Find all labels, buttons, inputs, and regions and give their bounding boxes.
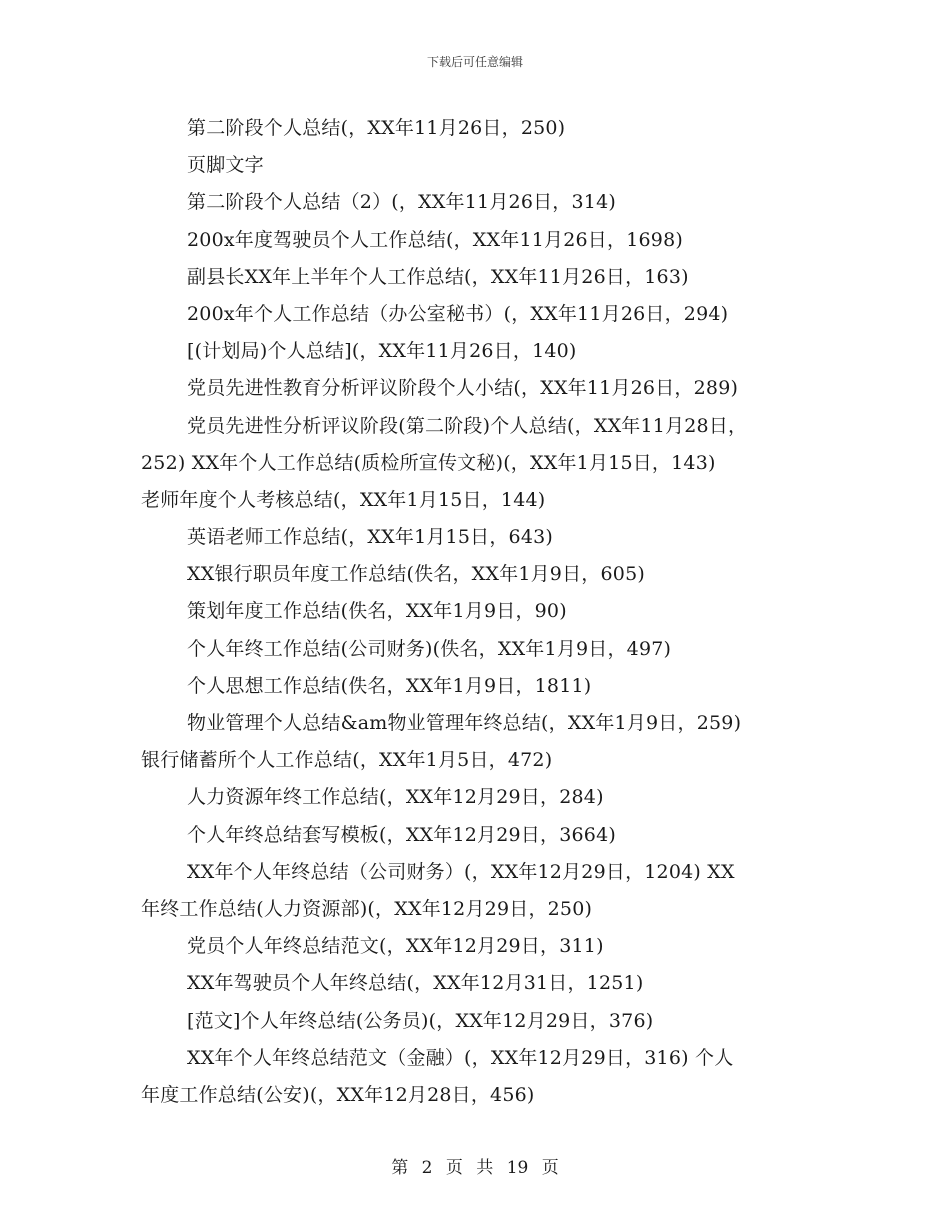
text-line: 页脚文字: [187, 154, 264, 177]
text-line: XX年驾驶员个人年终总结(，XX年12月31日，1251): [187, 972, 644, 995]
text-line: 党员个人年终总结范文(，XX年12月29日，311): [187, 935, 604, 958]
text-line: 英语老师工作总结(，XX年1月15日，643): [187, 526, 554, 549]
text-line: 年度工作总结(公安)(，XX年12月28日，456): [141, 1083, 535, 1106]
text-line: 党员先进性教育分析评议阶段个人小结(，XX年11月26日，289): [187, 377, 739, 400]
text-line: 个人年终总结套写模板(，XX年12月29日，3664): [187, 823, 616, 846]
text-line: XX年个人年终总结（公司财务）(，XX年12月29日，1204) XX: [187, 860, 735, 883]
text-line: 个人年终工作总结(公司财务)(佚名，XX年1月9日，497): [187, 637, 672, 660]
text-line: 252) XX年个人工作总结(质检所宣传文秘)(，XX年1月15日，143): [141, 451, 716, 474]
text-line: 个人思想工作总结(佚名，XX年1月9日，1811): [187, 674, 592, 697]
text-line: 年终工作总结(人力资源部)(，XX年12月29日，250): [141, 897, 593, 920]
text-line: 200x年个人工作总结（办公室秘书）(，XX年11月26日，294): [187, 302, 729, 325]
text-line: XX年个人年终总结范文（金融）(，XX年12月29日，316) 个人: [187, 1046, 734, 1069]
page-footer: 第 2 页 共 19 页: [391, 1158, 559, 1178]
text-line: 老师年度个人考核总结(，XX年1月15日，144): [141, 488, 546, 511]
text-line: 银行储蓄所个人工作总结(，XX年1月5日，472): [141, 749, 553, 772]
text-line: 策划年度工作总结(佚名，XX年1月9日，90): [187, 600, 567, 623]
text-line: 物业管理个人总结&am物业管理年终总结(，XX年1月9日，259): [187, 712, 742, 734]
text-line: XX银行职员年度工作总结(佚名，XX年1月9日，605): [187, 563, 645, 586]
text-line: [范文]个人年终总结(公务员)(，XX年12月29日，376): [187, 1009, 654, 1032]
text-line: 第二阶段个人总结（2）(，XX年11月26日，314): [187, 191, 616, 214]
text-line: 人力资源年终工作总结(，XX年12月29日，284): [187, 786, 604, 809]
page-header: 下载后可任意编辑: [426, 55, 523, 69]
text-line: 副县长XX年上半年个人工作总结(，XX年11月26日，163): [187, 265, 689, 288]
text-line: 第二阶段个人总结(，XX年11月26日，250): [187, 117, 566, 139]
text-line: [(计划局)个人总结](，XX年11月26日，140): [187, 340, 577, 363]
text-line: 200x年度驾驶员个人工作总结(，XX年11月26日，1698): [187, 228, 683, 251]
document-body: [141, 110, 831, 1114]
text-line: 党员先进性分析评议阶段(第二阶段)个人总结(，XX年11月28日，: [187, 414, 748, 437]
